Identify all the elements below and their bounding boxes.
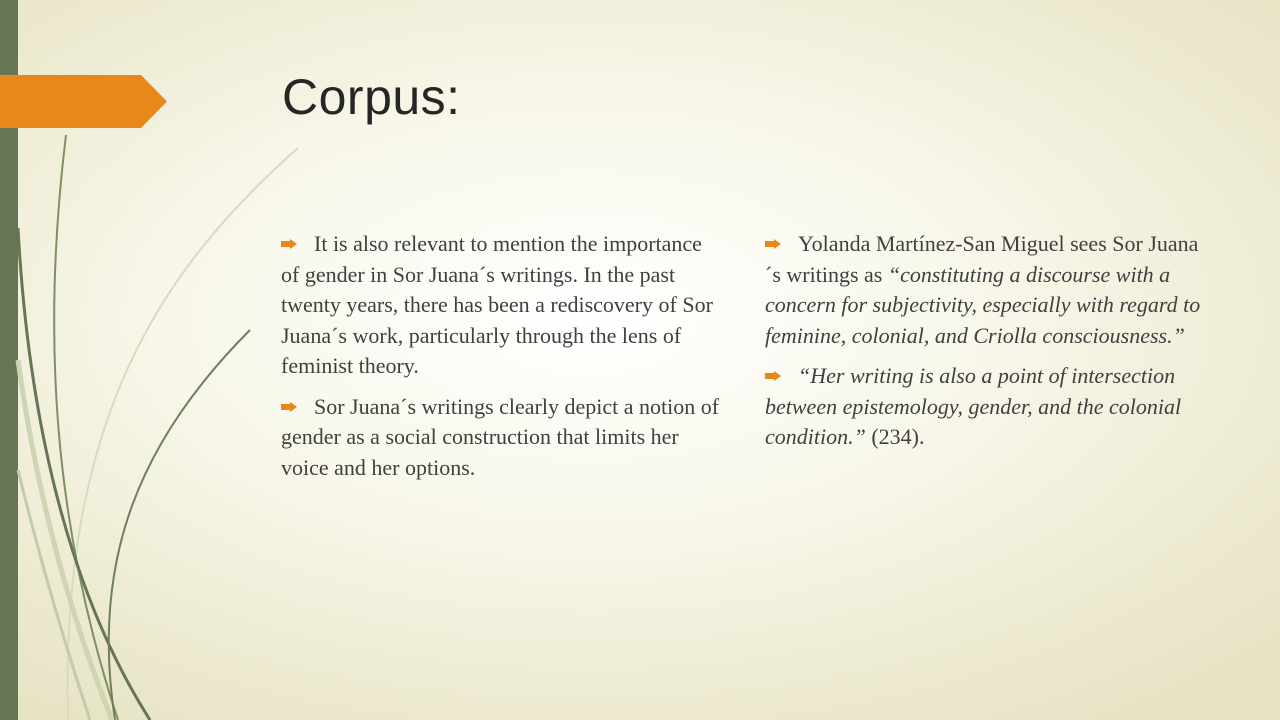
bullet-text: It is also relevant to mention the importance of gender in Sor Juana´s writings. In the past twenty years, there has been a rediscovery of Sor Juana´s work, particularly through the lens of feminist theory. [281, 231, 713, 378]
slide-title: Corpus: [282, 69, 461, 125]
arrow-right-bullet-icon [281, 239, 297, 249]
left-text-column [281, 229, 721, 493]
citation-text: (234). [865, 424, 925, 449]
right-text-column [765, 229, 1205, 463]
bullet-item [765, 361, 1205, 453]
arrow-right-bullet-icon [765, 239, 781, 249]
arrow-right-bullet-icon [765, 371, 781, 381]
bullet-item [765, 229, 1205, 351]
quoted-text: “constituting a discourse with a concern for subjectivity, especially with regard to feminine, colonial, and Criolla consciousness.” [765, 261, 1201, 348]
bullet-text: Sor Juana´s writings clearly depict a notion of gender as a social construction that limits her voice and her options. [281, 393, 720, 480]
arrow-right-bullet-icon [281, 402, 297, 412]
orange-chevron-arrow-shape [0, 75, 167, 128]
bullet-text: Yolanda Martínez-San Miguel sees Sor Juana´s writings as [765, 231, 1199, 287]
quoted-text: “Her writing is also a point of intersection between epistemology, gender, and the colonial condition.” [765, 363, 1182, 449]
bullet-item [281, 392, 721, 484]
bullet-item [281, 229, 721, 382]
